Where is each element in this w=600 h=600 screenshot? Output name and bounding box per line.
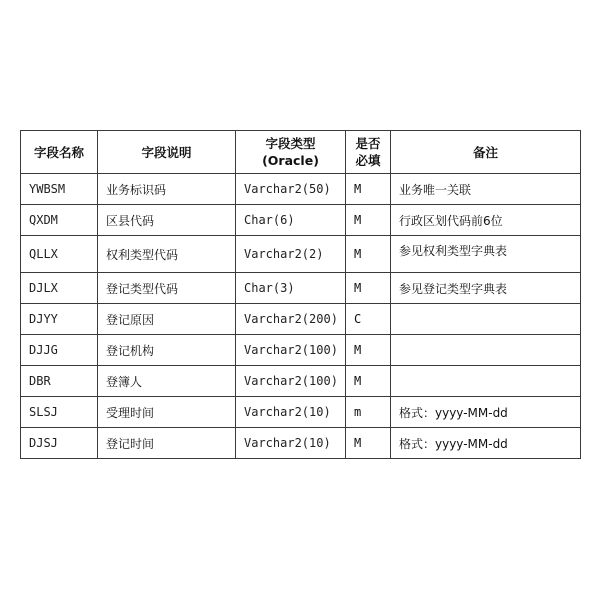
cell-field-name: DBR	[21, 366, 98, 397]
header-remarks-label: 备注	[472, 144, 498, 160]
cell-remarks: 格式：yyyy-MM-dd	[391, 397, 581, 428]
cell-field-type: Varchar2(200)	[236, 304, 346, 335]
table-row	[21, 304, 581, 335]
cell-field-description: 登记机构	[98, 335, 236, 366]
cell-remarks: 参见权利类型字典表	[391, 236, 581, 273]
field-spec-table	[20, 130, 581, 459]
header-field-type-sublabel: (Oracle)	[262, 153, 319, 168]
header-remarks	[391, 131, 581, 174]
header-field-description	[98, 131, 236, 174]
table-row	[21, 236, 581, 273]
cell-field-name: QXDM	[21, 205, 98, 236]
table-row	[21, 335, 581, 366]
cell-required: M	[346, 335, 391, 366]
cell-required: M	[346, 273, 391, 304]
cell-field-description: 登簿人	[98, 366, 236, 397]
cell-field-type: Varchar2(2)	[236, 236, 346, 273]
header-required-label-line1: 是否	[355, 136, 381, 151]
cell-field-type: Varchar2(50)	[236, 174, 346, 205]
cell-required: m	[346, 397, 391, 428]
cell-field-type: Varchar2(100)	[236, 366, 346, 397]
cell-field-name: SLSJ	[21, 397, 98, 428]
cell-required: M	[346, 366, 391, 397]
cell-field-description: 业务标识码	[98, 174, 236, 205]
cell-field-description: 登记时间	[98, 428, 236, 459]
table-row	[21, 366, 581, 397]
header-field-name-label: 字段名称	[33, 144, 84, 160]
cell-field-type: Varchar2(10)	[236, 397, 346, 428]
cell-field-name: DJYY	[21, 304, 98, 335]
table-row	[21, 205, 581, 236]
cell-field-description: 受理时间	[98, 397, 236, 428]
cell-field-description: 区县代码	[98, 205, 236, 236]
cell-required: C	[346, 304, 391, 335]
cell-field-name: DJJG	[21, 335, 98, 366]
table-header-row	[21, 131, 581, 174]
cell-field-description: 登记原因	[98, 304, 236, 335]
cell-field-name: DJSJ	[21, 428, 98, 459]
cell-field-type: Char(6)	[236, 205, 346, 236]
cell-field-name: DJLX	[21, 273, 98, 304]
cell-field-description: 权利类型代码	[98, 236, 236, 273]
cell-remarks	[391, 335, 581, 366]
cell-field-name: YWBSM	[21, 174, 98, 205]
cell-remarks: 行政区划代码前6位	[391, 205, 581, 236]
table-row	[21, 397, 581, 428]
header-required-label-line2: 必填	[355, 153, 381, 168]
header-field-name	[21, 131, 98, 174]
cell-remarks: 业务唯一关联	[391, 174, 581, 205]
table-row	[21, 428, 581, 459]
cell-remarks	[391, 366, 581, 397]
table-row	[21, 174, 581, 205]
cell-required: M	[346, 174, 391, 205]
table-row	[21, 273, 581, 304]
cell-remarks	[391, 304, 581, 335]
cell-field-type: Char(3)	[236, 273, 346, 304]
cell-field-type: Varchar2(10)	[236, 428, 346, 459]
cell-required: M	[346, 236, 391, 273]
header-field-type-label: 字段类型	[265, 136, 316, 151]
cell-field-name: QLLX	[21, 236, 98, 273]
cell-remarks: 参见登记类型字典表	[391, 273, 581, 304]
cell-required: M	[346, 205, 391, 236]
cell-required: M	[346, 428, 391, 459]
cell-remarks: 格式：yyyy-MM-dd	[391, 428, 581, 459]
header-required	[346, 131, 391, 174]
header-field-description-label: 字段说明	[141, 144, 192, 160]
cell-field-description: 登记类型代码	[98, 273, 236, 304]
cell-field-type: Varchar2(100)	[236, 335, 346, 366]
header-field-type	[236, 131, 346, 174]
